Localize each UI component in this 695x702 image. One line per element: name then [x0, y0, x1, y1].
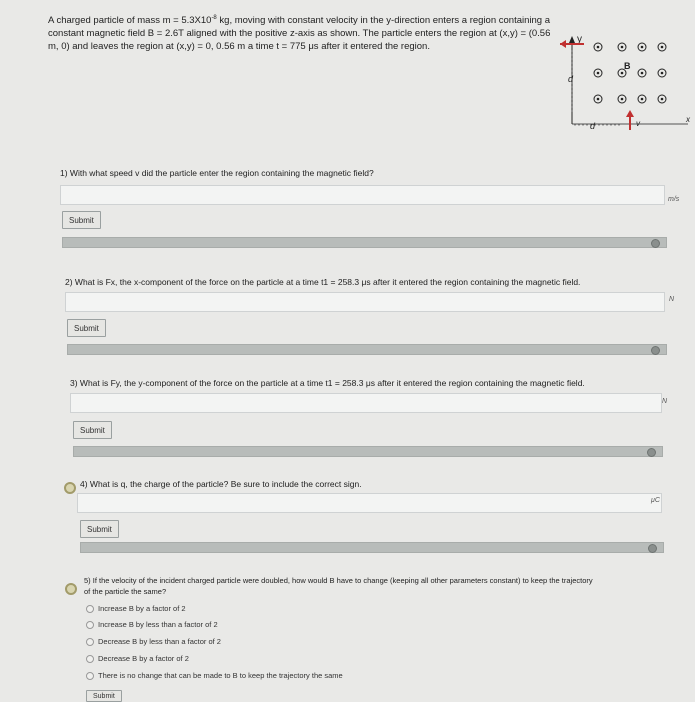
unit-q2: N: [669, 296, 675, 303]
radio-button[interactable]: [86, 655, 94, 663]
y-axis-label: y: [577, 34, 582, 45]
problem-statement: [48, 12, 568, 53]
option-label: Decrease B by a factor of 2: [98, 654, 189, 663]
answer-input-q3[interactable]: [70, 393, 662, 413]
option-5[interactable]: [86, 671, 343, 680]
feedback-bar-q3: [73, 446, 663, 457]
feedback-icon: [651, 239, 660, 248]
question-1-text: 1) With what speed v did the particle enter the region containing the magnetic field?: [60, 168, 374, 178]
feedback-bar-q2: [67, 344, 667, 355]
problem-line-3: m, 0) and leaves the region at (x,y) = 0, 0.56 m a time t = 775 μs after it entered the region.: [48, 41, 430, 53]
question-4-text: 4) What is q, the charge of the particle? Be sure to include the correct sign.: [80, 479, 362, 489]
feedback-icon: [651, 346, 660, 355]
answer-input-q2[interactable]: [65, 292, 665, 312]
question-status-icon: [65, 583, 77, 595]
question-2-text: 2) What is Fx, the x-component of the force on the particle at a time t1 = 258.3 μs after it entered the region containing the magnetic field.: [65, 277, 581, 287]
option-4[interactable]: [86, 654, 189, 663]
velocity-label: v: [636, 119, 640, 128]
option-label: Increase B by less than a factor of 2: [98, 620, 218, 629]
d-horizontal-label: d: [590, 121, 596, 131]
radio-button[interactable]: [86, 638, 94, 646]
question-5-line-1: 5) If the velocity of the incident charged particle were doubled, how would B have to change (keeping all other parameters constant) to keep the trajectory: [84, 576, 593, 585]
feedback-icon: [648, 544, 657, 553]
answer-input-q1[interactable]: [60, 185, 665, 205]
option-3[interactable]: [86, 637, 221, 646]
magnetic-field-diagram: [560, 34, 695, 134]
y-axis-arrow: [569, 36, 575, 43]
problem-line-2: constant magnetic field B = 2.6T aligned with the positive z-axis as shown. The particle enters the region at (x,y) = (0.56: [48, 28, 551, 40]
unit-q3: N: [662, 398, 668, 405]
submit-button-q1[interactable]: Submit: [62, 211, 101, 229]
submit-button-q2[interactable]: Submit: [67, 319, 106, 337]
question-5-text: [84, 575, 664, 597]
option-label: Increase B by a factor of 2: [98, 604, 186, 613]
option-label: There is no change that can be made to B to keep the trajectory the same: [98, 671, 343, 680]
feedback-bar-q1: [62, 237, 667, 248]
feedback-icon: [647, 448, 656, 457]
answer-input-q4[interactable]: [77, 493, 662, 513]
x-axis-label: x: [686, 115, 690, 124]
question-3-text: 3) What is Fy, the y-component of the force on the particle at a time t1 = 258.3 μs after it entered the region containing the magnetic field.: [70, 378, 585, 388]
feedback-bar-q4: [80, 542, 664, 553]
submit-button-q4[interactable]: Submit: [80, 520, 119, 538]
question-5-line-2: of the particle the same?: [84, 587, 167, 596]
question-status-icon: [64, 482, 76, 494]
radio-button[interactable]: [86, 605, 94, 613]
field-dots-out-of-page: [594, 43, 666, 103]
radio-button[interactable]: [86, 621, 94, 629]
option-label: Decrease B by less than a factor of 2: [98, 637, 221, 646]
option-1[interactable]: [86, 604, 186, 613]
submit-button-q3[interactable]: Submit: [73, 421, 112, 439]
unit-q4: μC: [651, 497, 660, 504]
radio-button[interactable]: [86, 672, 94, 680]
submit-button-q5[interactable]: Submit: [86, 690, 122, 702]
d-vertical-label: d: [568, 74, 574, 84]
option-2[interactable]: [86, 620, 218, 629]
b-field-label: B: [624, 61, 631, 71]
unit-q1: m/s: [668, 196, 680, 203]
problem-line-1: A charged particle of mass $m = 5.3X10^{-8}$ kg, moving with constant velocity in the y-direction enters a region containing a: [48, 15, 550, 27]
